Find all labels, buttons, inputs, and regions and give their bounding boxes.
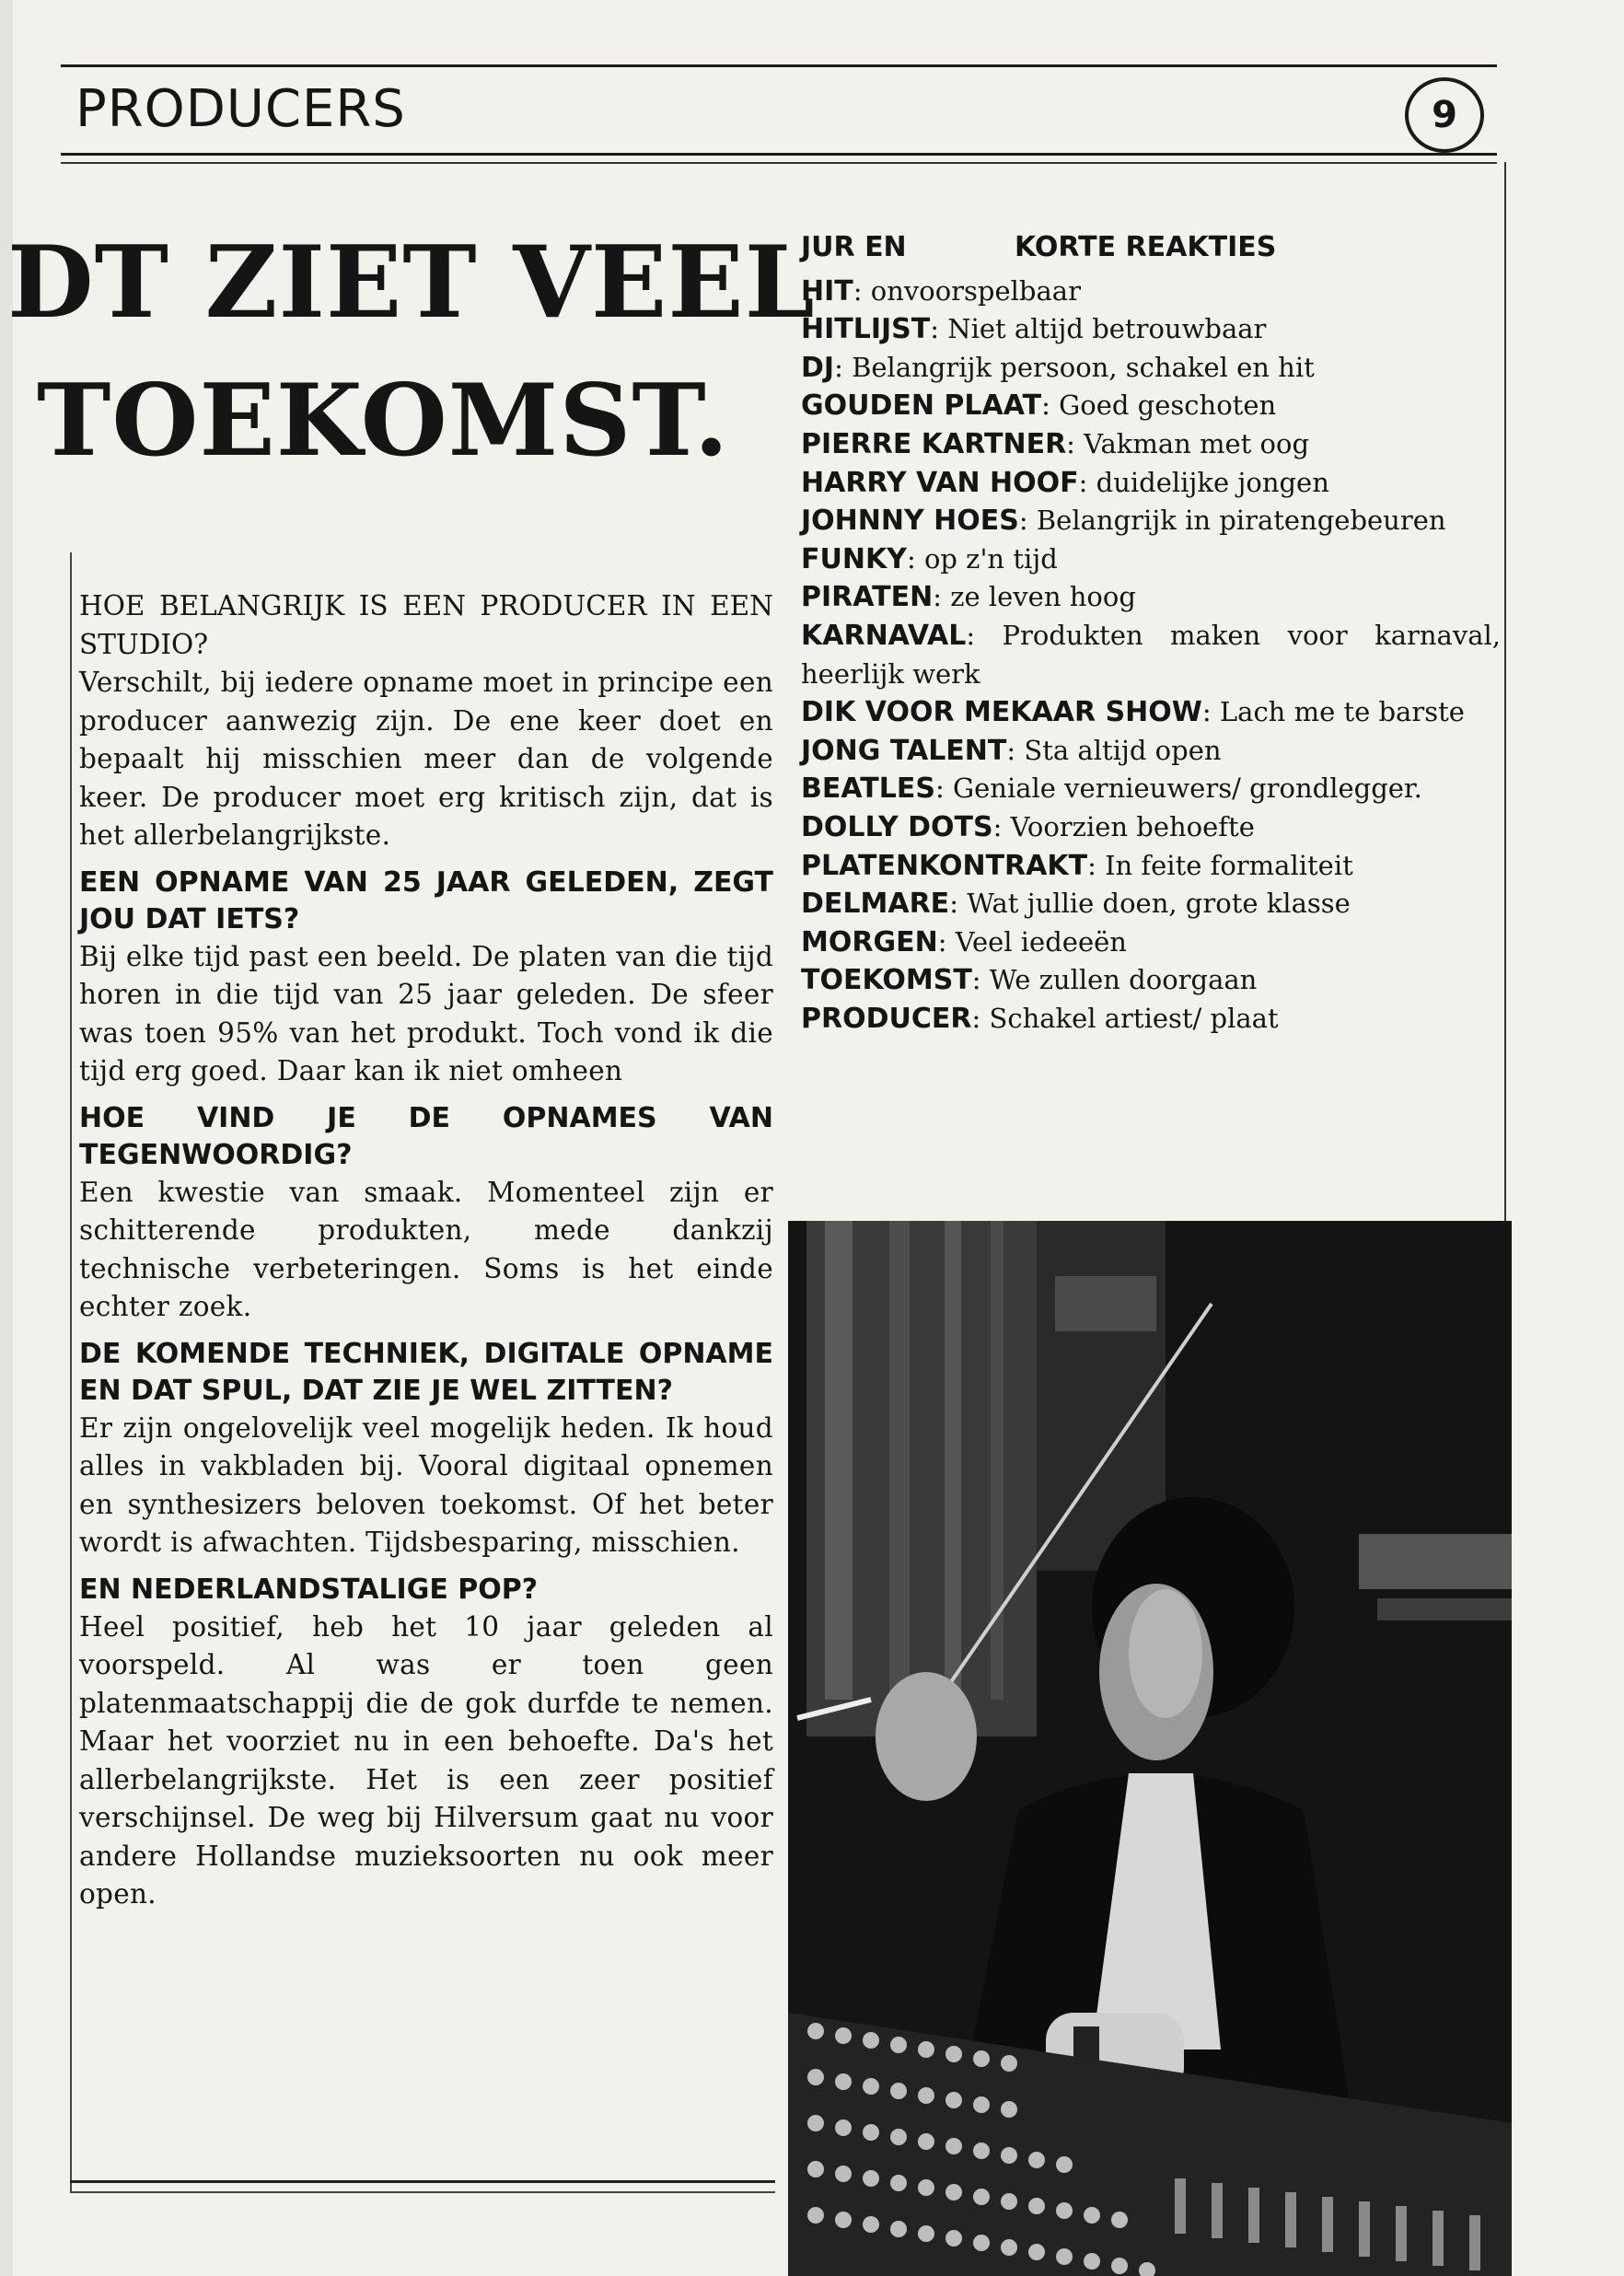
headline-line-1: DT ZIET VEEL (7, 225, 816, 341)
interview-answer: Bij elke tijd past een beeld. De platen van die tijd horen in die tijd van 25 jaar geleden. De sfeer was toen 95% van het produkt. Toch vond ik die tijd erg goed. Daar kan ik niet omheen (79, 940, 773, 1086)
reaction-term: PRODUCER (801, 1002, 972, 1035)
reaction-item: DIK VOOR MEKAAR SHOW: Lach me te barste (801, 696, 1465, 729)
frame-line-bottom-secondary (70, 2191, 775, 2193)
reaction-term: HARRY VAN HOOF (801, 466, 1079, 499)
headline (0, 214, 816, 490)
reaction-text: Goed geschoten (1059, 389, 1277, 422)
reaction-item: HITLIJST: Niet altijd betrouwbaar (801, 313, 1267, 346)
reaction-text: ze leven hoog (950, 581, 1136, 613)
frame-line-bottom (70, 2180, 775, 2183)
reaction-item: PIERRE KARTNER: Vakman met oog (801, 427, 1310, 460)
interview-question: EN NEDERLANDSTALIGE POP? (79, 1573, 539, 1606)
reaction-term: PIRATEN (801, 581, 934, 614)
reaction-item: KARNAVAL: Produkten maken voor karnaval, heerlijk werk (801, 619, 1501, 690)
reaction-text: Lach me te barste (1219, 696, 1465, 728)
reaction-item: HARRY VAN HOOF: duidelijke jongen (801, 466, 1329, 499)
interview-question: HOE VIND JE DE OPNAMES VAN TEGENWOORDIG? (79, 1101, 773, 1171)
qa-block (79, 1572, 773, 1914)
reaction-text: Belangrijk in piratengebeuren (1036, 505, 1446, 537)
reaction-term: PIERRE KARTNER (801, 427, 1067, 460)
reaction-text: In feite formaliteit (1105, 849, 1353, 881)
reaction-text: Wat jullie doen, grote klasse (967, 888, 1351, 920)
reaction-term: DJ (801, 351, 835, 384)
reaction-item: TOEKOMST: We zullen doorgaan (801, 964, 1258, 997)
qa-block (79, 865, 773, 1091)
reactions-list (801, 273, 1501, 1039)
reaction-term: FUNKY (801, 542, 907, 575)
reaction-term: JONG TALENT (801, 734, 1007, 767)
interview-answer: Er zijn ongelovelijk veel mogelijk heden. Ik houd alles in vakbladen bij. Vooral digitaal opnemen en synthesizers beloven toekomst. Of het beter wordt is afwachten. Tijdsbesparing, misschien. (79, 1411, 773, 1558)
reaction-text: Sta altijd open (1024, 734, 1222, 766)
reaction-text: Voorzien behoefte (1010, 810, 1255, 842)
reaction-term: PLATENKONTRAKT (801, 849, 1088, 882)
reactions-heading-right: KORTE REAKTIES (1015, 231, 1277, 263)
reaction-term: DOLLY DOTS (801, 810, 993, 843)
reaction-item: GOUDEN PLAAT: Goed geschoten (801, 389, 1277, 423)
reaction-item: PIRATEN: ze leven hoog (801, 581, 1136, 614)
qa-block (79, 1100, 773, 1327)
reaction-text: Belangrijk persoon, schakel en hit (852, 351, 1315, 383)
page-number-badge (1405, 77, 1484, 153)
reaction-item: JONG TALENT: Sta altijd open (801, 734, 1222, 767)
reaction-text: Veel iedeeën (955, 925, 1127, 958)
interview-answer: Heel positief, heb het 10 jaar geleden al voorspeld. Al was er toen geen platenmaatschappij die de gok durfde te nemen. Maar het voorziet nu in een behoefte. Da's het allerbelangrijkste. Het is een zeer positief verschijnsel. De weg bij Hilversum gaat nu voor andere Hollandse muzieksoorten nu ook meer open. (79, 1610, 773, 1910)
interview-answer: Verschilt, bij iedere opname moet in principe een producer aanwezig zijn. De ene keer doet en bepaalt hij misschien meer dan de volgende keer. De producer moet erg kritisch zijn, dat is het allerbelangrijkste. (79, 667, 773, 851)
reaction-text: duidelijke jongen (1096, 466, 1329, 498)
reaction-item: MORGEN: Veel iedeeën (801, 925, 1127, 958)
reaction-item: DELMARE: Wat jullie doen, grote klasse (801, 888, 1351, 921)
producer-photo (788, 1221, 1512, 2276)
reaction-term: MORGEN (801, 925, 938, 958)
reaction-term: KARNAVAL (801, 619, 967, 652)
reaction-term: HITLIJST (801, 313, 931, 346)
interview-answer: Een kwestie van smaak. Momenteel zijn er schitterende produkten, mede dankzij technische verbeteringen. Soms is het einde echter zoek. (79, 1176, 773, 1322)
reactions-heading-left: JUR EN (801, 231, 907, 263)
qa-block (79, 587, 773, 855)
reaction-text: Niet altijd betrouwbaar (947, 313, 1267, 345)
interview-question: EEN OPNAME VAN 25 JAAR GELEDEN, ZEGT JOU DAT IETS? (79, 865, 773, 935)
header-rule (61, 153, 1497, 156)
reaction-term: HIT (801, 274, 853, 308)
reaction-text: op z'n tijd (923, 542, 1058, 575)
reaction-term: GOUDEN PLAAT (801, 389, 1042, 423)
reaction-term: DIK VOOR MEKAAR SHOW (801, 696, 1202, 729)
reaction-term: TOEKOMST (801, 964, 972, 997)
headline-line-2: TOEKOMST. (37, 363, 730, 479)
short-reactions-column (801, 228, 1501, 1038)
reaction-term: DELMARE (801, 888, 950, 921)
reaction-item: PLATENKONTRAKT: In feite formaliteit (801, 849, 1353, 882)
frame-line-right (1504, 162, 1506, 1221)
interview-question: DE KOMENDE TECHNIEK, DIGITALE OPNAME EN DAT SPUL, DAT ZIE JE WEL ZITTEN? (79, 1337, 773, 1407)
reaction-item: FUNKY: op z'n tijd (801, 542, 1058, 575)
header-rule-secondary (61, 162, 1497, 164)
header-rule-top (61, 64, 1497, 67)
reaction-text: Geniale vernieuwers/ grondlegger. (952, 772, 1422, 805)
frame-line-left (70, 552, 72, 2191)
reaction-text: Produkten maken voor karnaval, heerlijk werk (801, 619, 1501, 690)
reaction-item: DJ: Belangrijk persoon, schakel en hit (801, 351, 1315, 384)
producer-photo-illustration (788, 1221, 1512, 2276)
interview-question: HOE BELANGRIJK IS EEN PRODUCER IN EEN STUDIO? (79, 590, 773, 660)
reaction-item: HIT: onvoorspelbaar (801, 274, 1081, 308)
interview-column (79, 587, 773, 1923)
page-number: 9 (1432, 94, 1457, 136)
reaction-text: We zullen doorgaan (989, 964, 1258, 996)
reaction-item: BEATLES: Geniale vernieuwers/ grondlegger. (801, 772, 1422, 806)
section-title: PRODUCERS (75, 79, 406, 139)
qa-block (79, 1336, 773, 1562)
reaction-item: DOLLY DOTS: Voorzien behoefte (801, 810, 1255, 843)
reactions-heading (801, 228, 1501, 267)
reaction-item: JOHNNY HOES: Belangrijk in piratengebeuren (801, 505, 1446, 538)
reaction-text: Vakman met oog (1084, 427, 1310, 459)
reaction-text: onvoorspelbaar (870, 274, 1081, 307)
reaction-item: PRODUCER: Schakel artiest/ plaat (801, 1002, 1279, 1035)
reaction-term: JOHNNY HOES (801, 505, 1019, 538)
reaction-term: BEATLES (801, 772, 935, 806)
reaction-text: Schakel artiest/ plaat (989, 1002, 1279, 1034)
